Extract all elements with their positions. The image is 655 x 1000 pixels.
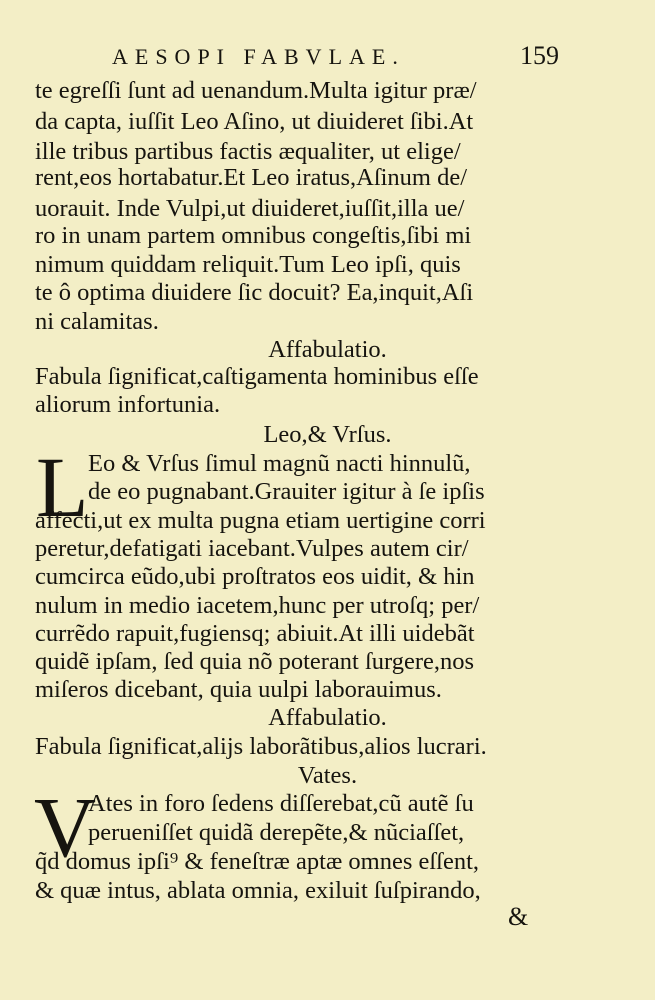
decorated-initial: L (36, 439, 89, 535)
text-line: quidẽ ipſam, ſed quia nõ poterant ſurgere,nos (35, 648, 475, 675)
text-line: te egreſſi ſunt ad uenandum.Multa igitur præ/ (35, 77, 477, 104)
text-line: nimum quiddam reliquit.Tum Leo ipſi, quis (35, 251, 461, 278)
text-line: q̃d domus ipſi⁹ & feneſtræ aptæ omnes eſſent, (35, 848, 480, 875)
text-line: & quæ intus, ablata omnia, exiluit ſuſpirando, (35, 877, 481, 904)
text-line: currẽdo rapuit,fugiensq; abiuit.At illi uidebãt (35, 620, 475, 647)
text-line: nulum in medio iacetem,hunc per utroſq; per/ (35, 592, 480, 619)
moral-line: Fabula ſignificat,alijs laborãtibus,alios lucrari. (35, 733, 487, 760)
moral-line: aliorum infortunia. (35, 391, 221, 418)
text-line: cumcirca eũdo,ubi proſtratos eos uidit, & hin (35, 563, 475, 590)
text-line: perueniſſet quidã derepẽte,& nũciaſſet, (88, 819, 465, 846)
text-line: rent,eos hortabatur.Et Leo iratus,Aſinum de/ (35, 164, 468, 191)
text-line: ni calamitas. (35, 308, 159, 335)
running-title: AESOPI FABVLAE. (112, 44, 405, 69)
decorated-initial: V (34, 779, 97, 875)
text-line: uorauit. Inde Vulpi,ut diuideret,iuſſit,illa ue/ (35, 195, 465, 222)
fable-title: Vates. (297, 762, 358, 789)
fable-title: Leo,& Vrſus. (263, 421, 392, 448)
text-line: peretur,defatigati iacebant.Vulpes autem cir/ (35, 535, 469, 562)
text-line: ro in unam partem omnibus congeſtis,ſibi mi (35, 222, 472, 249)
text-line: da capta, iuſſit Leo Aſino, ut diuideret ſibi.At (35, 108, 474, 135)
affabulatio-heading: Affabulatio. (268, 704, 387, 731)
catchword: & (508, 902, 529, 931)
text-line: miſeros dicebant, quia uulpi laborauimus. (35, 676, 442, 703)
moral-line: Fabula ſignificat,caſtigamenta hominibus eſſe (35, 363, 479, 390)
page-number: 159 (520, 41, 559, 70)
text-line: de eo pugnabant.Grauiter igitur à ſe ipſis (88, 478, 485, 505)
text-line: affecti,ut ex multa pugna etiam uertigine corri (35, 507, 486, 534)
text-line: te ô optima diuidere ſic docuit? Ea,inquit,Aſi (35, 279, 474, 306)
affabulatio-heading: Affabulatio. (268, 336, 387, 363)
text-line: ille tribus partibus factis æqualiter, ut elige/ (35, 138, 461, 165)
text-line: Ates in foro ſedens diſſerebat,cũ autẽ ſu (88, 790, 474, 817)
text-line: Eo & Vrſus ſimul magnũ nacti hinnulũ, (88, 450, 471, 477)
